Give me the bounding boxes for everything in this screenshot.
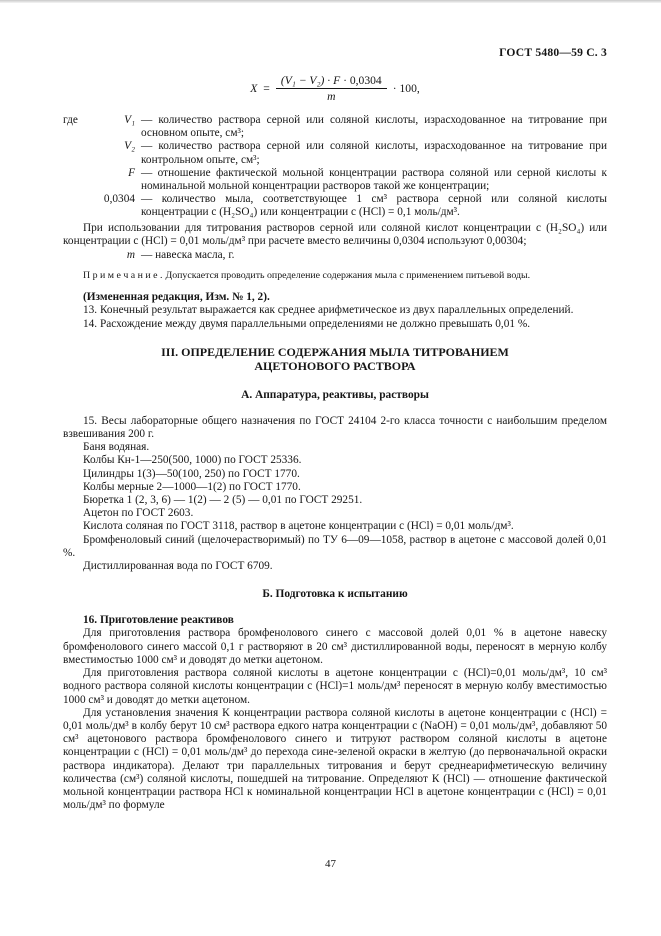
formula-equals-sign: = [263,82,270,95]
clause-14: 14. Расхождение между двумя параллельными определениями не должно превышать 0,01 %. [83,317,531,330]
scan-artifact-edge [0,0,661,3]
definition-intro-spacer [63,249,87,262]
apparatus-item-hydrochloric-acid: Кислота соляная по ГОСТ 3118, раствор в ацетоне концентрации с (HCl) = 0,01 моль/дм³. [83,520,514,533]
usage-note-paragraph: При использовании для титрования растворов серной или соляной кислот концентрации с (H₂SO₄) или концентрации с (HCl) = 0,01 моль/дм³ при расчете вместо величины 0,0304 используют 0,00304; [63,221,607,247]
note-label: П р и м е ч а н и е . [83,270,163,282]
definition-term-m: m [126,249,135,262]
definition-text-f: — отношение фактической мольной концентрации раствора соляной или серной кислоты к номинальной мольной концентрации растворов такой же концентрации; [141,166,607,193]
definition-term-coefficient: 0,0304 [103,193,135,206]
definition-intro-spacer [63,193,87,219]
prep-reagents-heading: 16. Приготовление реактивов [83,614,234,627]
definition-row-v1 [63,114,607,140]
prep-paragraph-hcl-solution: Для приготовления раствора соляной кислоты в ацетоне концентрации с (HCl)=0,01 моль/дм³, 10 см³ водного раствора соляной кислоты концентрации с (HCl)=1 моль/дм³ переносят в мерную колбу вместимостью 1000 см³ и доводят до метки ацетоном. [63,667,607,706]
definition-intro-spacer [63,140,87,166]
definition-row-m [63,249,607,262]
formula-multiplier: · 100, [392,82,420,95]
formula-numerator-const: · 0,0304 [340,74,382,87]
page-number: 47 [325,858,336,870]
formula-denominator: m [327,90,336,103]
formula-lhs: X [250,82,258,95]
note-text: Допускается проводить определение содержания мыла с применением питьевой воды. [165,270,531,282]
page-header [63,46,607,59]
formula-numerator-vars: (V₁ − V₂) · F [280,74,341,87]
apparatus-item-acetone: Ацетон по ГОСТ 2603. [83,507,194,520]
clause-13: 13. Конечный результат выражается как среднее арифметическое из двух параллельных определений. [83,304,574,317]
definition-term-v1: V₁ [124,114,135,126]
prep-paragraph-bromophenol: Для приготовления раствора бромфенолового синего с массовой долей 0,01 % в ацетоне навеску бромфенолового синего массой 0,1 г растворяют в 20 см³ дистиллированной воды, переносят в мерную колбу вместимостью 1000 см³ и доводят до метки ацетоном. [63,627,607,666]
section-iii-heading-line1: III. ОПРЕДЕЛЕНИЕ СОДЕРЖАНИЯ МЫЛА ТИТРОВАНИЕМ [161,344,509,359]
subsection-b-heading: Б. Подготовка к испытанию [262,588,408,601]
note-paragraph [63,270,607,282]
definition-intro-spacer [63,167,87,193]
prep-paragraph-k-value: Для установления значения К концентрации раствора соляной кислоты в ацетоне концентрации с (HCl) = 0,01 моль/дм³ в колбу берут 10 см³ раствора едкого натра концентрации с (NaOH) = 0,01 моль/дм³, добавляют 50 см³ ацетонового раствора бромфенолового синего и титруют раствором соляной кислоты в ацетоне концентрации с (HCl) = 0,01 моль/дм³ до перехода сине-зеленой окраски в желтую (до первоначальной окраски раствора индикатора). Делают три параллельных титрования и берут среднеарифметическую величину количества (см³) соляной кислоты, пошедшей на титрование. Определяют К (HCl) — отношение фактической мольной концентрации раствора HCl к номинальной концентрации HCl в ацетоне концентрации с (HCl) = 0,01 моль/дм³ по формуле [63,706,607,812]
apparatus-item-scales: 15. Весы лабораторные общего назначения по ГОСТ 24104 2-го класса точности с наибольшим пределом взвешивания 200 г. [63,414,607,441]
formula-fraction [276,74,387,103]
apparatus-item-bath: Баня водяная. [83,441,150,454]
apparatus-item-bromophenol-blue: Бромфеноловый синий (щелочерастворимый) по ТУ 6—09—1058, раствор в ацетоне с массовой долей 0,01 %. [63,533,607,559]
formula-numerator [276,74,387,89]
definition-row-v2 [63,140,607,166]
section-iii-heading-line2: АЦЕТОНОВОГО РАСТВОРА [254,359,416,374]
apparatus-item-cylinders: Цилиндры 1(3)—50(100, 250) по ГОСТ 1770. [83,467,300,480]
definition-text-coefficient: — количество мыла, соответствующее 1 см³ раствора серной или соляной кислоты концентрации с (H₂SO₄) или концентрации с (HCl) = 0,1 моль/дм³. [141,193,607,219]
definition-term-f: F [128,166,135,179]
section-iii-heading [63,345,607,374]
definition-text-v2: — количество раствора серной или соляной кислоты, израсходованное на титрование при контрольном опыте, см³; [141,140,607,166]
apparatus-item-volumetric-flasks: Колбы мерные 2—1000—1(2) по ГОСТ 1770. [83,480,301,493]
apparatus-item-distilled-water: Дистиллированная вода по ГОСТ 6709. [83,560,273,573]
definition-list [63,114,607,220]
apparatus-item-burette: Бюретка 1 (2, 3, 6) — 1(2) — 2 (5) — 0,01 по ГОСТ 29251. [83,494,363,507]
definition-text-v1: — количество раствора серной или соляной кислоты, израсходованное на титрование при основном опыте, см³; [141,114,607,140]
amended-revision-note: (Измененная редакция, Изм. № 1, 2). [83,291,270,304]
definition-term-v2: V₂ [124,140,135,153]
doc-reference: ГОСТ 5480—59 С. 3 [499,46,607,59]
subsection-a-heading: А. Аппаратура, реактивы, растворы [241,388,429,401]
definition-text-m: — навеска масла, г. [141,249,235,262]
formula [63,74,607,103]
definition-row-coefficient [63,193,607,219]
definition-m [63,249,607,262]
definition-row-f [63,167,607,193]
apparatus-item-flasks: Колбы Кн-1—250(500, 1000) по ГОСТ 25336. [83,454,302,467]
definition-intro: где [63,114,78,126]
